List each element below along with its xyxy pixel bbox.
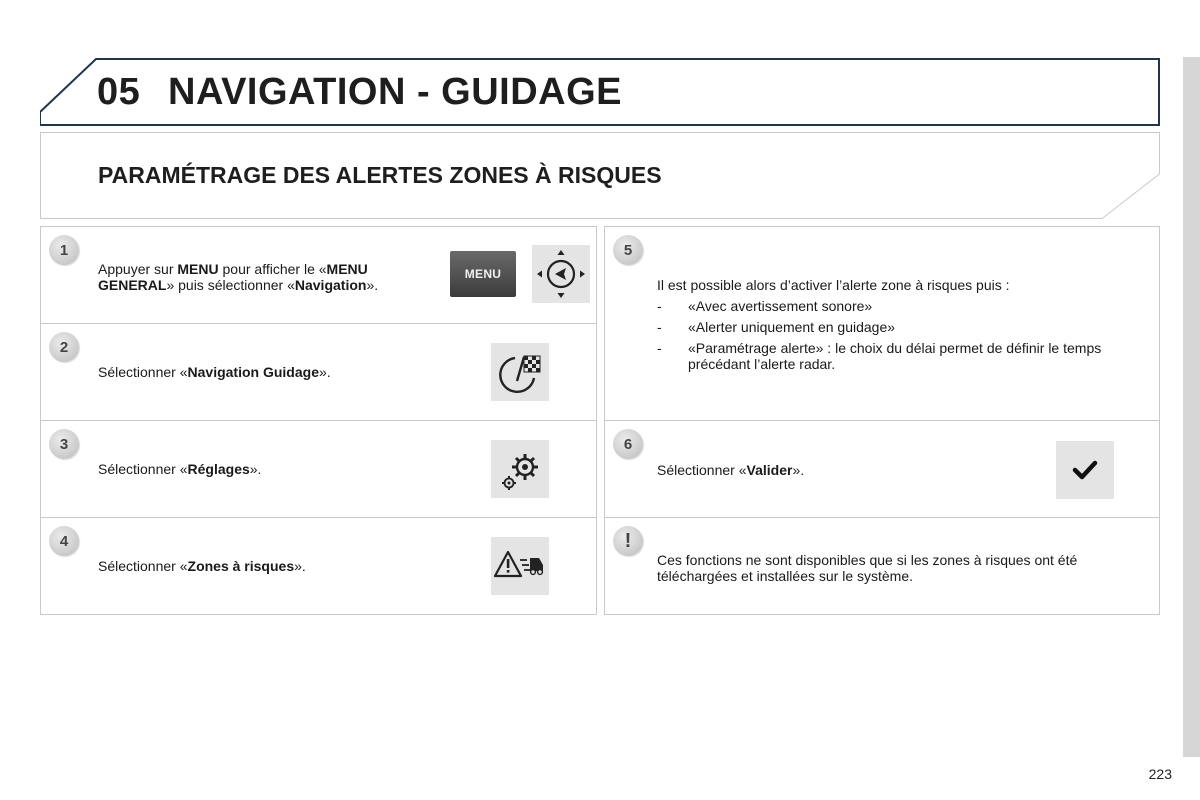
list-item: - «Avec avertissement sonore»: [657, 298, 873, 314]
step-5-intro: Il est possible alors d’activer l’alerte zone à risques puis :: [657, 277, 1010, 293]
list-item: - «Paramétrage alerte» : le choix du délai permet de définir le temps précédant l’alerte radar.: [657, 340, 1102, 372]
note-text: Ces fonctions ne sont disponibles que si les zones à risques ont été téléchargées et installées sur le système.: [657, 552, 1078, 584]
checkmark-icon: [1056, 441, 1114, 499]
list-item: - «Alerter uniquement en guidage»: [657, 319, 896, 335]
step-badge: 3: [49, 429, 79, 459]
menu-button[interactable]: [450, 251, 516, 297]
step-6-text: Sélectionner «Valider».: [657, 462, 805, 478]
side-strip: [1183, 57, 1200, 757]
step-badge: 2: [49, 332, 79, 362]
warning-zone-icon: [491, 537, 549, 595]
step-2-text: Sélectionner «Navigation Guidage».: [98, 364, 331, 380]
navigation-dial-icon: [532, 245, 590, 303]
step-4-box: [40, 517, 597, 615]
page-number: 223: [1148, 766, 1172, 782]
section-banner: [40, 132, 1161, 219]
step-1-text: Appuyer sur MENU pour afficher le «MENU GENERAL» puis sélectionner «Navigation».: [98, 261, 379, 293]
step-badge: 1: [49, 235, 79, 265]
chapter-number: 05: [97, 71, 141, 113]
warning-badge: !: [613, 526, 643, 556]
chapter-header: [40, 57, 1161, 127]
step-3-text: Sélectionner «Réglages».: [98, 461, 262, 477]
step-badge: 5: [613, 235, 643, 265]
step-3-box: [40, 420, 597, 518]
chapter-title: NAVIGATION - GUIDAGE: [168, 71, 623, 113]
step-6-box: [604, 420, 1160, 518]
step-1-box: [40, 226, 597, 324]
checkered-flag-gauge-icon: [491, 343, 549, 401]
gears-icon: [491, 440, 549, 498]
step-badge: 6: [613, 429, 643, 459]
menu-button-label: MENU: [464, 267, 502, 281]
section-title: PARAMÉTRAGE DES ALERTES ZONES À RISQUES: [98, 162, 662, 188]
step-badge: 4: [49, 526, 79, 556]
step-4-text: Sélectionner «Zones à risques».: [98, 558, 306, 574]
step-2-box: [40, 323, 597, 421]
note-box: [604, 517, 1160, 615]
step-5-box: [604, 226, 1160, 421]
